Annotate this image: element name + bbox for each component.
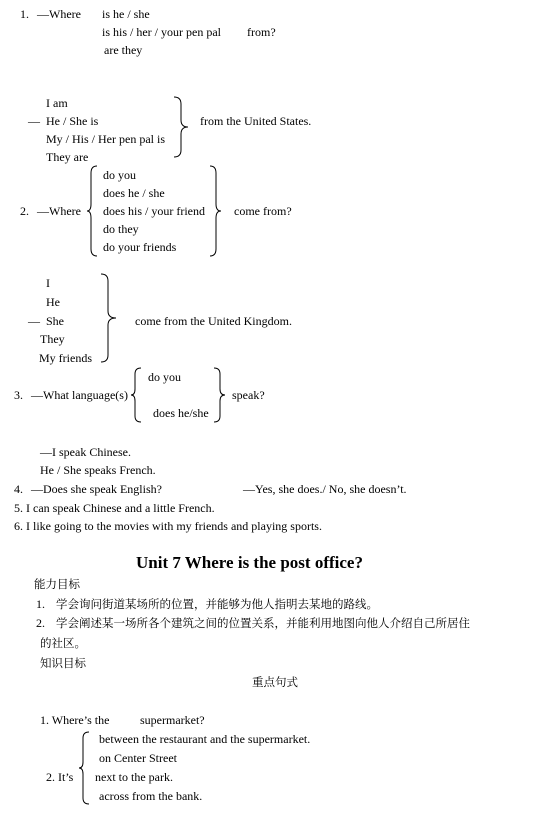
q3-option: does he/she (153, 406, 209, 420)
u2-option: between the restaurant and the supermarket. (99, 732, 311, 746)
left-brace (130, 366, 144, 424)
q1-number: 1. (20, 7, 29, 21)
q6-sentence: 6. I like going to the movies with my friends and playing sports. (14, 519, 322, 533)
q1-suffix: from? (247, 25, 276, 39)
unit-sentence-1: 1. Where’s the (40, 713, 110, 727)
q4-number: 4. (14, 482, 23, 496)
a2-option: He (46, 295, 60, 309)
a2-option: My friends (39, 351, 92, 365)
left-brace (86, 164, 100, 258)
a1-suffix: from the United States. (200, 114, 312, 128)
right-brace (208, 164, 224, 258)
ability-goal: 学会询问街道某场所的位置，并能够为他人指明去某地的路线。 (56, 597, 378, 611)
q2-option: does he / she (103, 186, 165, 200)
unit-sentence-1-gap: supermarket? (140, 713, 205, 727)
ability-goal-continued: 的社区。 (40, 636, 86, 650)
q3-suffix: speak? (232, 388, 265, 402)
q4-answer: —Yes, she does./ No, she doesn’t. (243, 482, 407, 496)
q2-prefix: —Where (37, 204, 81, 218)
a2-option: They (40, 332, 65, 346)
right-brace (172, 95, 194, 159)
q1-option: is he / she (102, 7, 150, 21)
q5-sentence: 5. I can speak Chinese and a little French. (14, 501, 215, 515)
q1-option: is his / her / your pen pal (102, 25, 221, 39)
a1-option: They are (46, 150, 89, 164)
q2-option: do they (103, 222, 139, 236)
q2-option: do your friends (103, 240, 177, 254)
a1-option: I am (46, 96, 68, 110)
q1-prefix: —Where (37, 7, 81, 21)
q3-option: do you (148, 370, 181, 384)
a2-suffix: come from the United Kingdom. (135, 314, 292, 328)
a2-option: She (46, 314, 64, 328)
right-brace (99, 272, 121, 364)
a1-option: He / She is (46, 114, 99, 128)
q2-number: 2. (20, 204, 29, 218)
a2-option: I (46, 276, 50, 290)
a1-dash: — (28, 114, 40, 128)
q2-option: do you (103, 168, 136, 182)
ability-heading: 能力目标 (34, 577, 80, 591)
q3-number: 3. (14, 388, 23, 402)
unit-sentence-2-number: 2. It’s (46, 770, 74, 784)
key-sentences-heading: 重点句式 (252, 675, 298, 689)
a3-line: —I speak Chinese. (40, 445, 131, 459)
left-brace (78, 730, 92, 806)
q3-prefix: —What language(s) (31, 388, 128, 402)
goal-number: 2. (36, 616, 45, 630)
u2-option: on Center Street (99, 751, 177, 765)
unit-title: Unit 7 Where is the post office? (136, 553, 363, 572)
goal-number: 1. (36, 597, 45, 611)
q1-option: are they (104, 43, 143, 57)
q2-option: does his / your friend (103, 204, 205, 218)
u2-option: across from the bank. (99, 789, 203, 803)
a1-option: My / His / Her pen pal is (46, 132, 165, 146)
q4-question: —Does she speak English? (31, 482, 162, 496)
a3-line: He / She speaks French. (40, 463, 156, 477)
ability-goal: 学会阐述某一场所各个建筑之间的位置关系，并能利用地图向他人介绍自己所居住 (56, 616, 470, 630)
right-brace (212, 366, 228, 424)
knowledge-heading: 知识目标 (40, 656, 86, 670)
u2-option: next to the park. (95, 770, 173, 784)
a2-dash: — (28, 314, 40, 328)
q2-suffix: come from? (234, 204, 292, 218)
